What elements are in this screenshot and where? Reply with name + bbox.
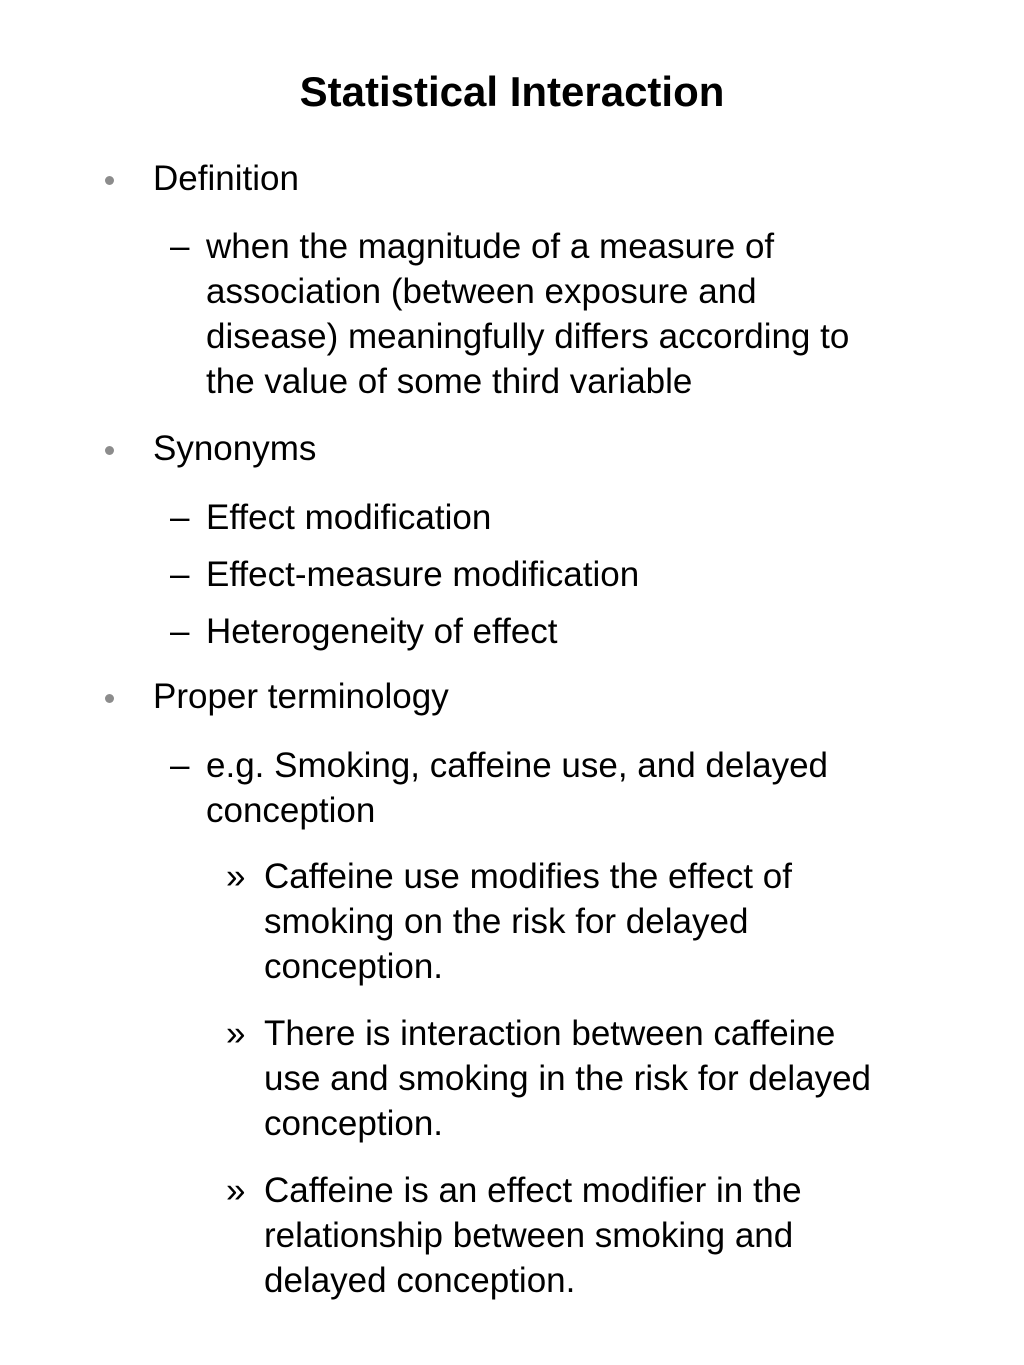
slide-title: Statistical Interaction [299, 68, 725, 115]
example-line: There is interaction between caffeine [264, 1014, 836, 1053]
example-statement [226, 854, 944, 989]
terminology-line: e.g. Smoking, caffeine use, and delayed [206, 746, 829, 785]
synonym-item [170, 609, 918, 654]
bullet-terminology [153, 674, 953, 719]
synonym-text: Heterogeneity of effect [206, 612, 558, 651]
dash-icon: – [170, 612, 190, 651]
example-line: delayed conception. [264, 1261, 576, 1300]
synonym-item [170, 552, 918, 597]
bullet-definition [153, 156, 953, 201]
synonym-text: Effect modification [206, 498, 492, 537]
example-line: Caffeine use modifies the effect of [264, 857, 792, 896]
bullet-label: Definition [153, 159, 299, 198]
dash-icon: – [170, 227, 190, 266]
definition-line: association (between exposure and [206, 272, 757, 311]
chevron-icon: » [226, 1014, 246, 1053]
synonym-text: Effect-measure modification [206, 555, 640, 594]
example-line: conception. [264, 1104, 444, 1143]
definition-line: disease) meaningfully differs according to [206, 317, 850, 356]
example-statement [226, 1168, 944, 1303]
definition-line: when the magnitude of a measure of [206, 227, 775, 266]
definition-text [170, 224, 918, 404]
example-statement [226, 1011, 944, 1146]
bullet-dot-icon [105, 694, 114, 703]
example-line: use and smoking in the risk for delayed [264, 1059, 871, 1098]
example-line: conception. [264, 947, 444, 986]
bullet-dot-icon [105, 446, 114, 455]
terminology-line: conception [206, 791, 376, 830]
example-line: Caffeine is an effect modifier in the [264, 1171, 802, 1210]
chevron-icon: » [226, 857, 246, 896]
dash-icon: – [170, 498, 190, 537]
dash-icon: – [170, 746, 190, 785]
example-line: relationship between smoking and [264, 1216, 794, 1255]
bullet-dot-icon [105, 176, 114, 185]
dash-icon: – [170, 555, 190, 594]
terminology-example [170, 743, 918, 833]
synonym-item [170, 495, 918, 540]
bullet-label: Proper terminology [153, 677, 449, 716]
example-line: smoking on the risk for delayed [264, 902, 749, 941]
bullet-synonyms [153, 426, 953, 471]
chevron-icon: » [226, 1171, 246, 1210]
bullet-label: Synonyms [153, 429, 317, 468]
definition-line: the value of some third variable [206, 362, 693, 401]
